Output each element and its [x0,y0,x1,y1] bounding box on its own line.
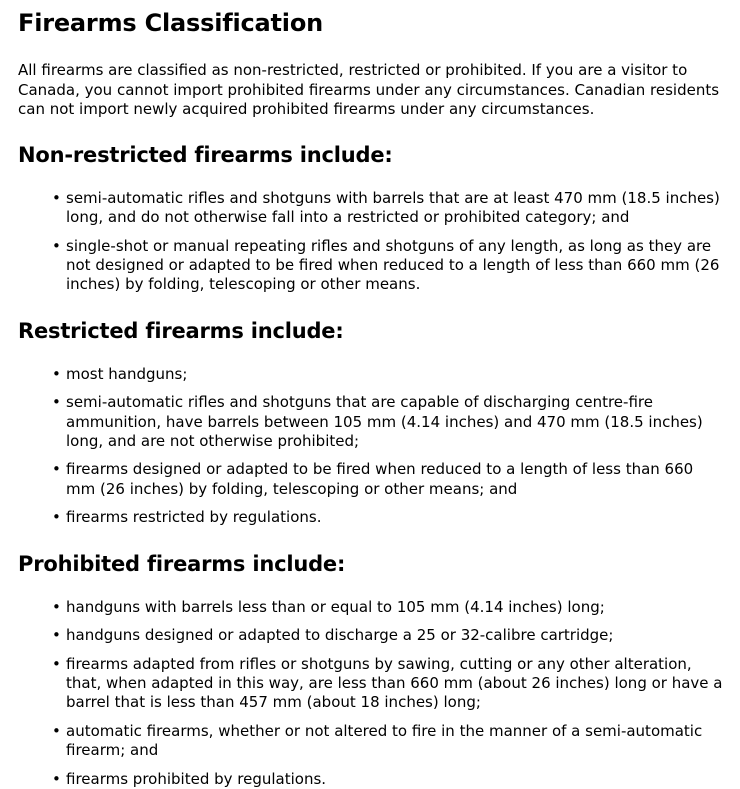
page-title: Firearms Classification [18,9,324,37]
list-item: • most handguns; [66,365,724,384]
list-item: • firearms designed or adapted to be fired when reduced to a length of less than 660 mm (26 inches) by folding, telescoping or other means; and [66,460,724,499]
list-item: • firearms prohibited by regulations. [66,770,724,789]
section-prohibited [18,553,724,789]
section-list [18,365,724,528]
list-item: • handguns designed or adapted to discharge a 25 or 32-calibre cartridge; [66,626,724,645]
list-item: • firearms restricted by regulations. [66,508,724,527]
list-item: • automatic firearms, whether or not altered to fire in the manner of a semi-automatic firearm; and [66,722,724,761]
section-list [18,598,724,789]
intro-paragraph: All firearms are classified as non-restricted, restricted or prohibited. If you are a visitor to Canada, you cannot import prohibited firearms under any circumstances. Canadian residents can not import newly acquired prohibited firearms under any circumstances. [18,61,720,119]
section-heading: Non-restricted firearms include: [18,142,393,167]
list-item: • single-shot or manual repeating rifles and shotguns of any length, as long as they are not designed or adapted to be fired when reduced to a length of less than 660 mm (26 inches) by folding, telescoping or other means. [66,237,724,295]
section-heading: Prohibited firearms include: [18,551,346,576]
list-item: • semi-automatic rifles and shotguns with barrels that are at least 470 mm (18.5 inches) long, and do not otherwise fall into a restricted or prohibited category; and [66,189,724,228]
section-restricted [18,320,724,528]
list-item: • handguns with barrels less than or equal to 105 mm (4.14 inches) long; [66,598,724,617]
list-item: • semi-automatic rifles and shotguns that are capable of discharging centre-fire ammunition, have barrels between 105 mm (4.14 inches) and 470 mm (18.5 inches) long, and are not otherwise prohibited; [66,393,724,451]
list-item: • firearms adapted from rifles or shotguns by sawing, cutting or any other alteration, that, when adapted in this way, are less than 660 mm (about 26 inches) long or have a barrel that is less than 457 mm (about 18 inches) long; [66,655,724,713]
section-non-restricted [18,144,724,295]
section-list [18,189,724,295]
section-heading: Restricted firearms include: [18,318,344,343]
